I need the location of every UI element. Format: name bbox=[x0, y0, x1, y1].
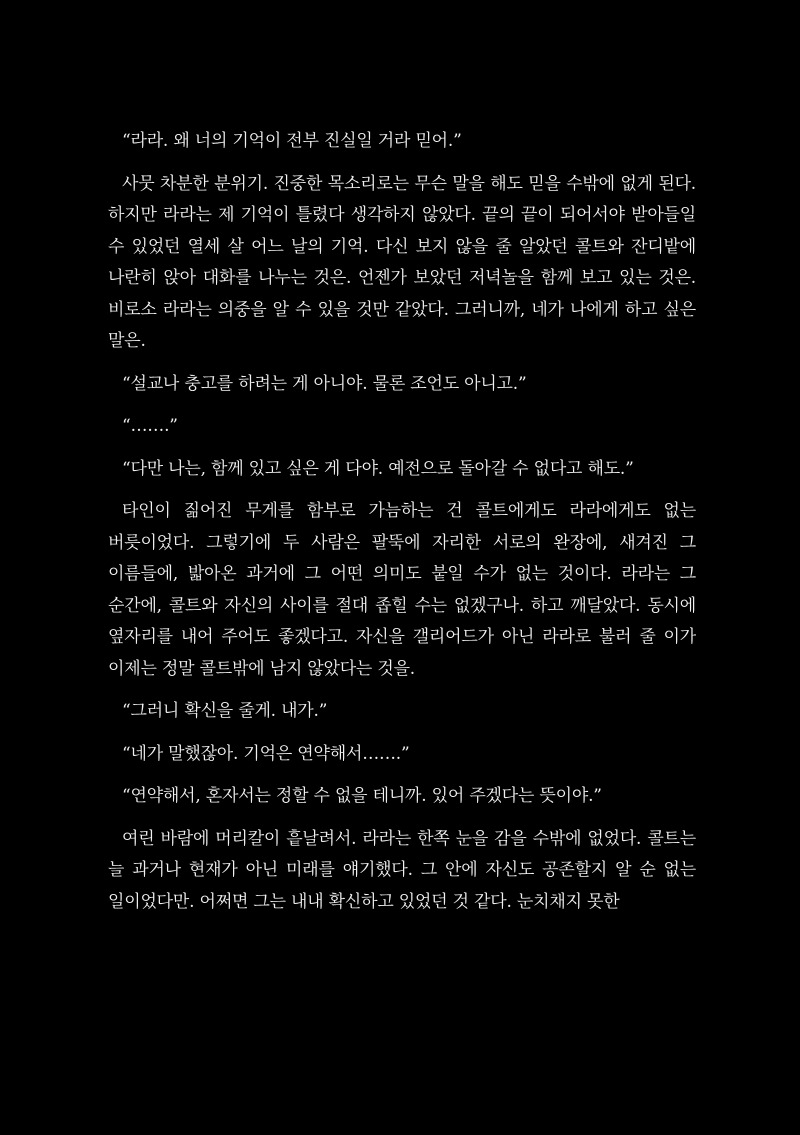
dialogue-line: “연약해서, 혼자서는 정할 수 없을 테니까. 있어 주겠다는 뜻이야.” bbox=[122, 786, 602, 806]
dialogue-line: “다만 나는, 함께 있고 싶은 게 다야. 예전으로 돌아갈 수 없다고 해도.” bbox=[122, 458, 634, 479]
story-text-body bbox=[108, 126, 696, 929]
dialogue-line: “네가 말했잖아. 기억은 연약해서…….” bbox=[122, 743, 410, 764]
dialogue-line: “라라. 왜 너의 기억이 전부 진실일 거라 믿어.” bbox=[122, 131, 462, 151]
dialogue-line: “그러니 확신을 줄게. 내가.” bbox=[122, 701, 328, 721]
dialogue-line: “설교나 충고를 하려는 게 아니야. 물론 조언도 아니고.” bbox=[122, 373, 527, 394]
narration-paragraph: 사뭇 차분한 분위기. 진중한 목소리로는 무슨 말을 해도 믿을 수밖에 없게 된다. 하지만 라라는 제 기억이 틀렸다 생각하지 않았다. 끝의 끝이 되어서야 받아들일 수 있었던 열세 살 어느 날의 기억. 다신 보지 않을 줄 알았던 콜트와 잔디밭에 나란히 앉아 대화를 나누는 것은. 언젠가 보았던 저녁놀을 함께 보고 있는 것은. 비로소 라라는 의중을 알 수 있을 것만 같았다. 그러니까, 네가 나에게 하고 싶은 말은. bbox=[108, 173, 697, 351]
narration-paragraph: 여린 바람에 머리칼이 흩날려서. 라라는 한쪽 눈을 감을 수밖에 없었다. 콜트는 늘 과거나 현재가 아닌 미래를 얘기했다. 그 안에 자신도 공존할지 알 순 없는 일이었다만. 어쩌면 그는 내내 확신하고 있었던 것 같다. 눈치채지 못한 bbox=[108, 828, 696, 912]
narration-paragraph: 타인이 짊어진 무게를 함부로 가늠하는 건 콜트에게도 라라에게도 없는 버릇이었다. 그렇기에 두 사람은 팔뚝에 자리한 서로의 완장에, 새겨진 그 이름들에, 밟아온 과거에 그 어떤 의미도 붙일 수가 없는 것이다. 라라는 그 순간에, 콜트와 자신의 사이를 절대 좁힐 수는 없겠구나. 하고 깨달았다. 동시에 옆자리를 내어 주어도 좋겠다고. 자신을 갤리어드가 아닌 라라로 불러 줄 이가 이제는 정말 콜트밖에 남지 않았다는 것을. bbox=[108, 501, 696, 679]
dialogue-line: “…….” bbox=[122, 416, 178, 436]
